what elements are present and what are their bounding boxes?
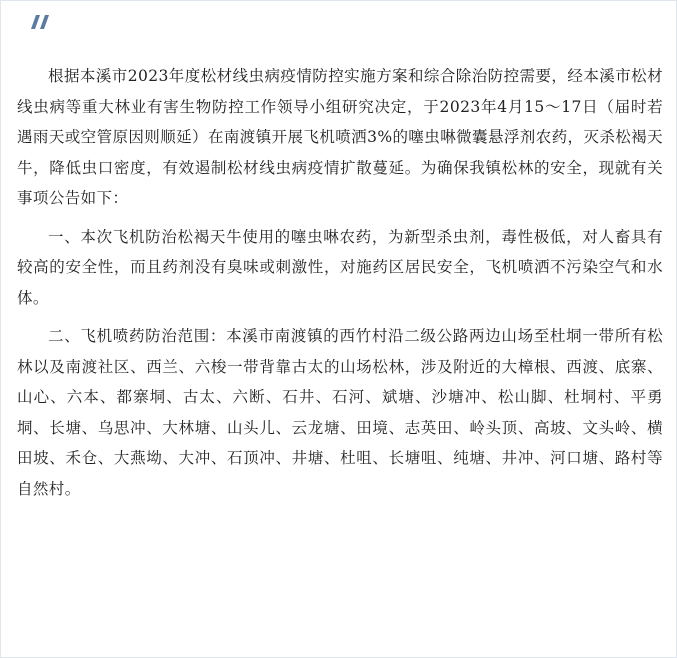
- article-body: [17, 61, 663, 512]
- paragraph-item-2: 二、飞机喷药防治范围：本溪市南渡镇的西竹村沿二级公路两边山场至杜垌一带所有松林以及南渡社区、西兰、六梭一带背靠古太的山场松林，涉及附近的大樟根、西渡、底寨、山心、六本、都寨垌、古太、六断、石井、石河、斌塘、沙塘冲、松山脚、杜垌村、平勇垌、长塘、乌思冲、大林塘、山头儿、云龙塘、田境、志英田、岭头顶、高坡、文头岭、横田坡、禾仓、大燕坳、大冲、石顶冲、井塘、杜咀、长塘咀、纯塘、井冲、河口塘、路村等自然村。: [17, 327, 663, 498]
- double-slash-quote-icon: [29, 11, 53, 33]
- paragraph-item-1: 一、本次飞机防治松褐天牛使用的噻虫啉农药，为新型杀虫剂，毒性极低，对人畜具有较高的安全性，而且药剂没有臭味或刺激性，对施药区居民安全，飞机喷洒不污染空气和水体。: [17, 227, 663, 307]
- paragraph-intro: 根据本溪市2023年度松材线虫病疫情防控实施方案和综合除治防控需要，经本溪市松材线虫病等重大林业有害生物防控工作领导小组研究决定，于2023年4月15～17日（届时若遇雨天或空管原因则顺延）在南渡镇开展飞机喷洒3%的噻虫啉微囊悬浮剂农药，灭杀松褐天牛，降低虫口密度，有效遏制松材线虫病疫情扩散蔓延。为确保我镇松林的安全，现就有关事项公告如下：: [17, 67, 663, 207]
